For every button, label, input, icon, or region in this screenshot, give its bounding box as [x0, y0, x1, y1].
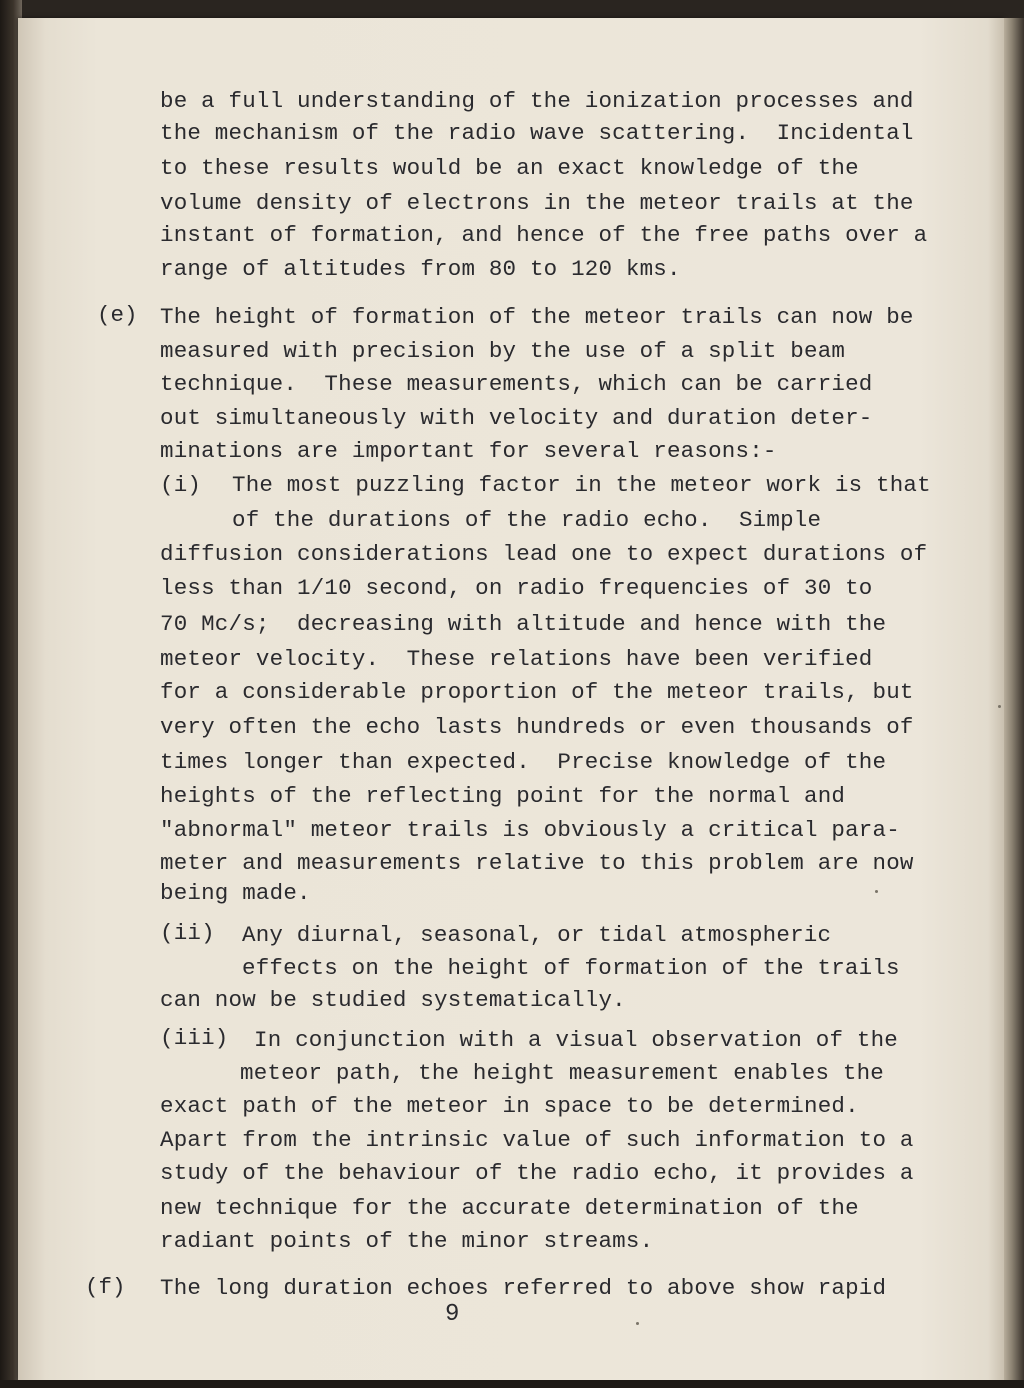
- item-marker-ii: (ii): [160, 920, 215, 946]
- paper-speck: [875, 890, 878, 893]
- paper-speck: [998, 705, 1001, 708]
- text-line: out simultaneously with velocity and duration deter-: [160, 405, 873, 431]
- section-marker-f: (f): [85, 1274, 126, 1300]
- text-line: can now be studied systematically.: [160, 987, 626, 1013]
- bottom-edge: [0, 1380, 1024, 1388]
- page-number: 9: [445, 1301, 460, 1328]
- text-line: In conjunction with a visual observation of the: [254, 1027, 899, 1053]
- text-line: The most puzzling factor in the meteor work is that: [232, 472, 931, 498]
- text-line: minations are important for several reasons:-: [160, 438, 777, 464]
- text-line: volume density of electrons in the meteor trails at the: [160, 190, 914, 216]
- text-line: measured with precision by the use of a split beam: [160, 338, 846, 364]
- text-line: Any diurnal, seasonal, or tidal atmospheric: [242, 922, 832, 948]
- text-line: instant of formation, and hence of the free paths over a: [160, 222, 928, 248]
- text-line: 70 Mc/s; decreasing with altitude and hence with the: [160, 611, 887, 637]
- text-line: to these results would be an exact knowledge of the: [160, 155, 859, 181]
- text-line: meteor path, the height measurement enables the: [240, 1060, 885, 1086]
- text-line: very often the echo lasts hundreds or even thousands of: [160, 714, 914, 740]
- text-line: The long duration echoes referred to above show rapid: [160, 1275, 887, 1301]
- item-marker-i: (i): [160, 472, 202, 498]
- text-line: exact path of the meteor in space to be determined.: [160, 1093, 859, 1119]
- text-line: times longer than expected. Precise knowledge of the: [160, 749, 887, 775]
- paper-speck: [636, 1322, 639, 1325]
- text-line: meteor velocity. These relations have been verified: [160, 646, 873, 672]
- text-line: range of altitudes from 80 to 120 kms.: [160, 256, 681, 282]
- text-line: meter and measurements relative to this problem are now: [160, 850, 914, 876]
- text-line: less than 1/10 second, on radio frequencies of 30 to: [160, 575, 873, 601]
- text-line: study of the behaviour of the radio echo, it provides a: [160, 1160, 914, 1186]
- page-stack-edge: [1004, 18, 1024, 1380]
- text-line: of the durations of the radio echo. Simple: [232, 507, 822, 533]
- section-marker-e: (e): [97, 302, 138, 328]
- text-line: diffusion considerations lead one to expect durations of: [160, 541, 928, 567]
- text-line: effects on the height of formation of the trails: [242, 955, 900, 981]
- text-line: Apart from the intrinsic value of such information to a: [160, 1127, 914, 1153]
- text-line: "abnormal" meteor trails is obviously a critical para-: [160, 817, 900, 843]
- text-line: be a full understanding of the ionization processes and: [160, 88, 914, 114]
- item-marker-iii: (iii): [160, 1025, 229, 1051]
- text-line: the mechanism of the radio wave scattering. Incidental: [160, 120, 914, 146]
- text-line: for a considerable proportion of the meteor trails, but: [160, 679, 914, 705]
- text-line: The height of formation of the meteor trails can now be: [160, 304, 914, 330]
- text-line: being made.: [160, 880, 311, 906]
- text-line: new technique for the accurate determination of the: [160, 1195, 859, 1221]
- text-line: heights of the reflecting point for the normal and: [160, 783, 846, 809]
- text-line: radiant points of the minor streams.: [160, 1228, 654, 1254]
- text-line: technique. These measurements, which can be carried: [160, 371, 873, 397]
